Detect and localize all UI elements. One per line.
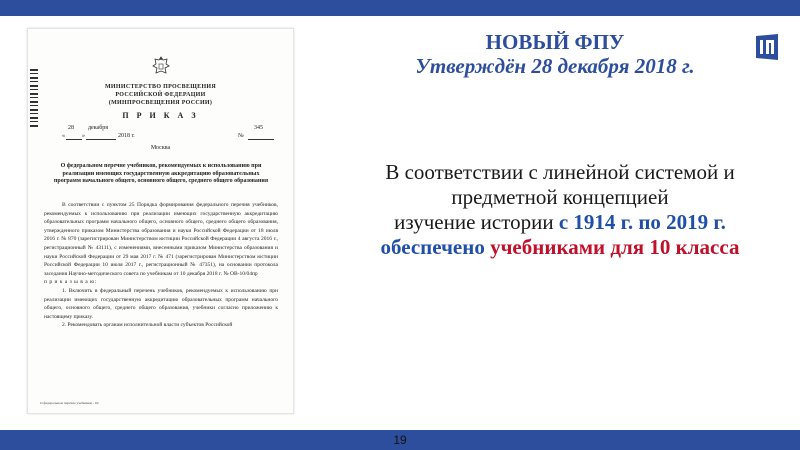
order-paragraph-1: В соответствии с пунктом 25 Порядка формирования федерального перечня учебников, рекомендуемых к использованию при реализации имеющих государственную аккредитацию образовательных программ начального общего, основного общего, среднего общего образования, утвержденного приказом Министерства образования и науки Российской Федерации от 18 июля 2016 г. № 870 (зарегистрирован Министерством юстиции Российской Федерации 4 августа 2016 г., регистрационный № 43111), с изменениями, внесенными приказом Министерства образования и науки Российской Федерации от 29 мая 2017 г. № 471 (зарегистрирован Министерством юстиции Российской Федерации 10 июля 2017 г., регистрационный № 47351), на основании протокола заседания Научно-методического совета по учебникам от 10 декабря 2018 г. № ОВ-10/04пр xyxy=(44,202,278,277)
top-bar xyxy=(0,0,800,16)
ip-logo-icon xyxy=(754,32,780,62)
ministry-name xyxy=(58,83,263,107)
order-city: Москва xyxy=(150,145,171,151)
statement-line-2: предметной концепцией xyxy=(451,185,669,209)
title-line-1: НОВЫЙ ФПУ xyxy=(485,30,625,54)
ministry-line-1: МИНИСТЕРСТВО ПРОСВЕЩЕНИЯ xyxy=(104,84,217,90)
statement-line-3 xyxy=(340,210,780,235)
statement-line-3-text: изучение истории xyxy=(394,210,559,234)
order-number-label: № xyxy=(238,133,244,139)
date-quote-close: » xyxy=(82,133,85,139)
date-quote-open: « xyxy=(62,133,65,139)
number-underline xyxy=(248,139,274,140)
order-number: 345 xyxy=(254,125,263,131)
order-date-row xyxy=(48,125,278,141)
order-document-scan xyxy=(27,28,294,414)
order-heading: П Р И К А З xyxy=(122,111,199,120)
order-prikazyvayu: п р и к а з ы в а ю: xyxy=(44,279,97,286)
order-body xyxy=(44,201,278,330)
statement-line-1: В соответствии с линейной системой и xyxy=(385,160,735,184)
document-footer-note: О федеральном перечне учебников - 04 xyxy=(40,401,99,405)
provided-text: обеспечено xyxy=(380,235,491,259)
ministry-line-3: (МИНПРОСВЕЩЕНИЯ РОССИИ) xyxy=(108,100,213,106)
order-day: 28 xyxy=(68,125,74,131)
order-title: О федеральном перечне учебников, рекомендуемых к использованию при реализации имеющих государственную аккредитацию образовательных программ начального общего, основного общего, среднего общего образования xyxy=(53,163,269,184)
slide-title xyxy=(360,30,750,78)
month-underline xyxy=(86,139,116,140)
order-year: 2018 г. xyxy=(118,133,135,139)
title-line-2: Утверждён 28 декабря 2018 г. xyxy=(415,54,695,78)
order-item-2: 2. Рекомендовать органам исполнительной власти субъектов Российской xyxy=(62,322,233,329)
main-statement xyxy=(340,160,780,260)
textbooks-highlight: учебниками для 10 класса xyxy=(490,235,740,259)
page-number: 19 xyxy=(393,433,407,447)
order-item-1: 1. Включить в федеральный перечень учебников, рекомендуемых к использованию при реализации имеющих государственную аккредитацию образовательных программ начального общего, основного общего, среднего общего образования, учебники согласно приложению к настоящему приказу. xyxy=(44,287,278,320)
statement-line-4 xyxy=(340,235,780,260)
barcode xyxy=(30,69,38,129)
coat-of-arms-icon xyxy=(152,55,170,77)
period-highlight: с 1914 г. по 2019 г. xyxy=(558,210,726,234)
ministry-line-2: РОССИЙСКОЙ ФЕДЕРАЦИИ xyxy=(115,92,206,98)
day-underline xyxy=(66,139,82,140)
order-month: декабря xyxy=(88,125,109,131)
